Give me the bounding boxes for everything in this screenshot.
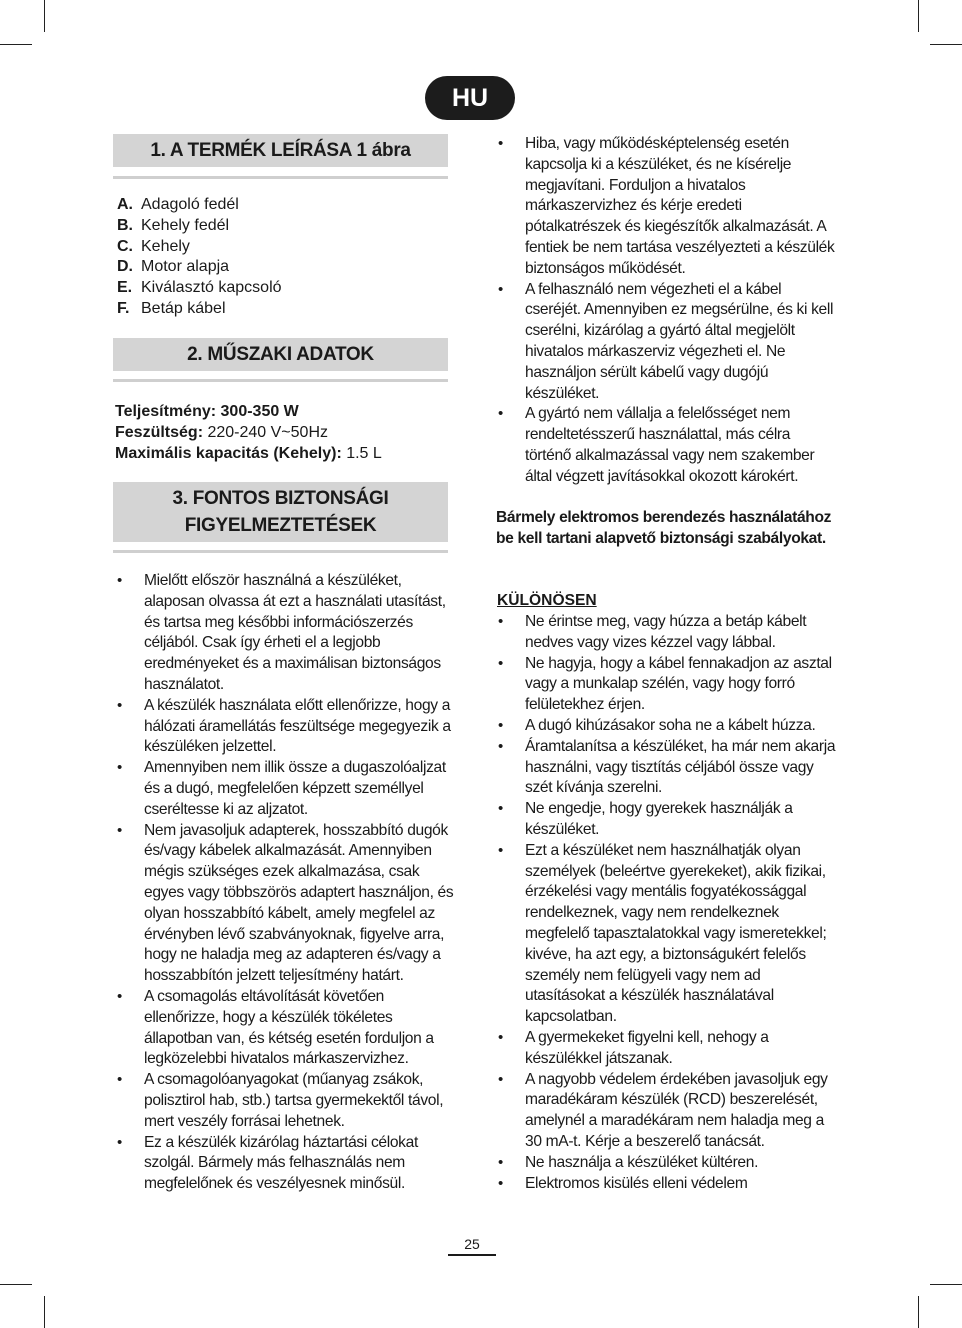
list-item: • Ne használja a készüléket kültéren. (496, 1153, 839, 1174)
list-item: • A csomagolás eltávolítását követően ellenőrizze, hogy a készülék tökéletes állapotban van, és kétség esetén forduljon a legközelebbi hivatalos márkaszervizhez. (115, 987, 455, 1070)
part-letter: A. (117, 196, 133, 213)
crop-mark (0, 1284, 32, 1285)
divider (113, 379, 448, 382)
safety-list-left (115, 571, 455, 1195)
parts-list (117, 195, 282, 320)
list-item: • Mielőtt először használná a készüléket, alaposan olvassa át ezt a használati utasítást, és tartsa meg későbbi információszerzés céljából. Csak így érheti el a legjobb eredményeket és a maximálisan biztonságos használatot. (115, 571, 455, 696)
page-number-underline (448, 1254, 496, 1256)
list-item: • Amennyiben nem illik össze a dugaszolóaljzat és a dugó, megfelelően képzett személlyel cseréltesse ki az aljzatot. (115, 758, 455, 820)
list-item: • Áramtalanítsa a készüléket, ha már nem akarja használni, vagy tisztítás céljából össze vagy szét kívánja szerelni. (496, 737, 839, 799)
list-item (117, 237, 282, 258)
safety-list-right-top (496, 134, 839, 488)
list-item: • A felhasználó nem végezheti el a kábel cseréjét. Amennyiben ez megsérülne, és ki kell cserélni, kizárólag a gyártó által megjelölt hivatalos márkaszerviz végezheti el. Ne használjon sérült kábelű vagy dugójú készüléket. (496, 280, 839, 405)
list-item: • Hiba, vagy működésképtelenség esetén kapcsolja ki a készüléket, és ne kísérelje megjavítani. Forduljon a hivatalos márkaszervizhez és kérje eredeti pótalkatrészek és kiegészítők alkalmazását. A fentiek be nem tartása veszélyezteti a készülék biztonságos működését. (496, 134, 839, 280)
list-item: • A csomagolóanyagokat (műanyag zsákok, polisztirol hab, stb.) tartsa gyermekektől távol, mert veszély forrásai lehetnek. (115, 1070, 455, 1132)
section-title-technical-data: 2. MŰSZAKI ADATOK (113, 338, 448, 371)
spec-capacity: Maximális kapacitás (Kehely): 1.5 L (115, 444, 382, 462)
list-item: • A gyermekeket figyelni kell, nehogy a készülékkel játszanak. (496, 1028, 839, 1070)
part-letter: D. (117, 258, 133, 276)
list-item: • Ne engedje, hogy gyerekek használják a készüléket. (496, 799, 839, 841)
divider (113, 176, 448, 179)
page-number: 25 (464, 1236, 480, 1252)
list-item (117, 195, 282, 216)
list-item: • A gyártó nem vállalja a felelősséget nem rendeltetésszerű használattal, más célra történő alkalmazással vagy nem szakember által végzett javításokkal okozott károkért. (496, 404, 839, 487)
part-name: Adagoló fedél (141, 196, 239, 213)
list-item: • Ne érintse meg, vagy húzza a betáp kábelt nedves vagy vizes kézzel vagy lábbal. (496, 612, 839, 654)
list-item: • A készülék használata előtt ellenőrizze, hogy a hálózati áramellátás feszültsége megegyezik a készüléken jelzettel. (115, 696, 455, 758)
crop-mark (918, 0, 919, 32)
section-title-safety-warnings: 3. FONTOS BIZTONSÁGI FIGYELMEZTETÉSEK (113, 482, 448, 542)
list-item: • A dugó kihúzásakor soha ne a kábelt húzza. (496, 716, 839, 737)
list-item: • Ezt a készüléket nem használhatják olyan személyek (beleértve gyerekeket), akik fizikai, érzékelési vagy mentális fogyatékossággal rendelkeznek, vagy nem rendelkeznek megfelelő tapasztalatokkal vagy ismeretekkel; kivéve, ha azt egy, a biztonságukért felelős személy nem felügyeli vagy nem ad utasításokat a készülék használatával kapcsolatban. (496, 841, 839, 1028)
list-item (117, 299, 282, 320)
spec-voltage: Feszültség: 220-240 V~50Hz (115, 423, 328, 441)
part-name: Kiválasztó kapcsoló (141, 279, 282, 297)
list-item: • Elektromos kisülés elleni védelem (496, 1174, 839, 1195)
list-item (117, 257, 282, 278)
crop-mark (0, 44, 32, 45)
language-badge: HU (425, 76, 515, 120)
list-item: • Ne hagyja, hogy a kábel fennakadjon az asztal vagy a munkalap szélén, vagy hogy forró felületekhez érjen. (496, 654, 839, 716)
spec-power: Teljesítmény: 300-350 W (115, 403, 299, 420)
list-item (117, 216, 282, 237)
subsection-title-especially: KÜLÖNÖSEN (497, 592, 597, 609)
list-item: • A nagyobb védelem érdekében javasoljuk egy maradékáram készülék (RCD) beszerelését, amelynél a maradékáram nem haladja meg a 30 mA-t. Kérje a beszerelő tanácsát. (496, 1070, 839, 1153)
technical-specs (115, 402, 382, 464)
list-item: • Ez a készülék kizárólag háztartási célokat szolgál. Bármely más felhasználás nem megfelelőnek és veszélyesnek minősül. (115, 1133, 455, 1195)
crop-mark (44, 0, 45, 32)
part-letter: B. (117, 216, 133, 234)
part-letter: E. (117, 279, 133, 297)
part-name: Betáp kábel (141, 299, 226, 317)
part-name: Kehely fedél (141, 216, 230, 234)
list-item (117, 278, 282, 299)
crop-mark (930, 1284, 962, 1285)
list-item: • Nem javasoljuk adapterek, hosszabbító dugók és/vagy kábelek alkalmazását. Amennyiben mégis szükséges ezek alkalmazása, csak egyes vagy többszörös adaptert használjon, és olyan hosszabbító kábelt, amely megfelel az érvényben lévő szabványoknak, figyelve arra, hogy ne haladja meg az adapteren és/vagy a hosszabbítón jelzett teljesítmény határt. (115, 821, 455, 987)
crop-mark (44, 1296, 45, 1328)
part-name: Motor alapja (141, 258, 230, 276)
safety-list-right-bottom (496, 612, 839, 1194)
divider (113, 550, 448, 553)
part-letter: F. (117, 299, 130, 317)
part-letter: C. (117, 237, 133, 255)
crop-mark (930, 44, 962, 45)
section-title-product-description: 1. A TERMÉK LEÍRÁSA 1 ábra (113, 134, 448, 167)
general-safety-warning: Bármely elektromos berendezés használatához be kell tartani alapvető biztonsági szabályokat. (496, 509, 832, 547)
part-name: Kehely (141, 237, 190, 255)
crop-mark (918, 1296, 919, 1328)
